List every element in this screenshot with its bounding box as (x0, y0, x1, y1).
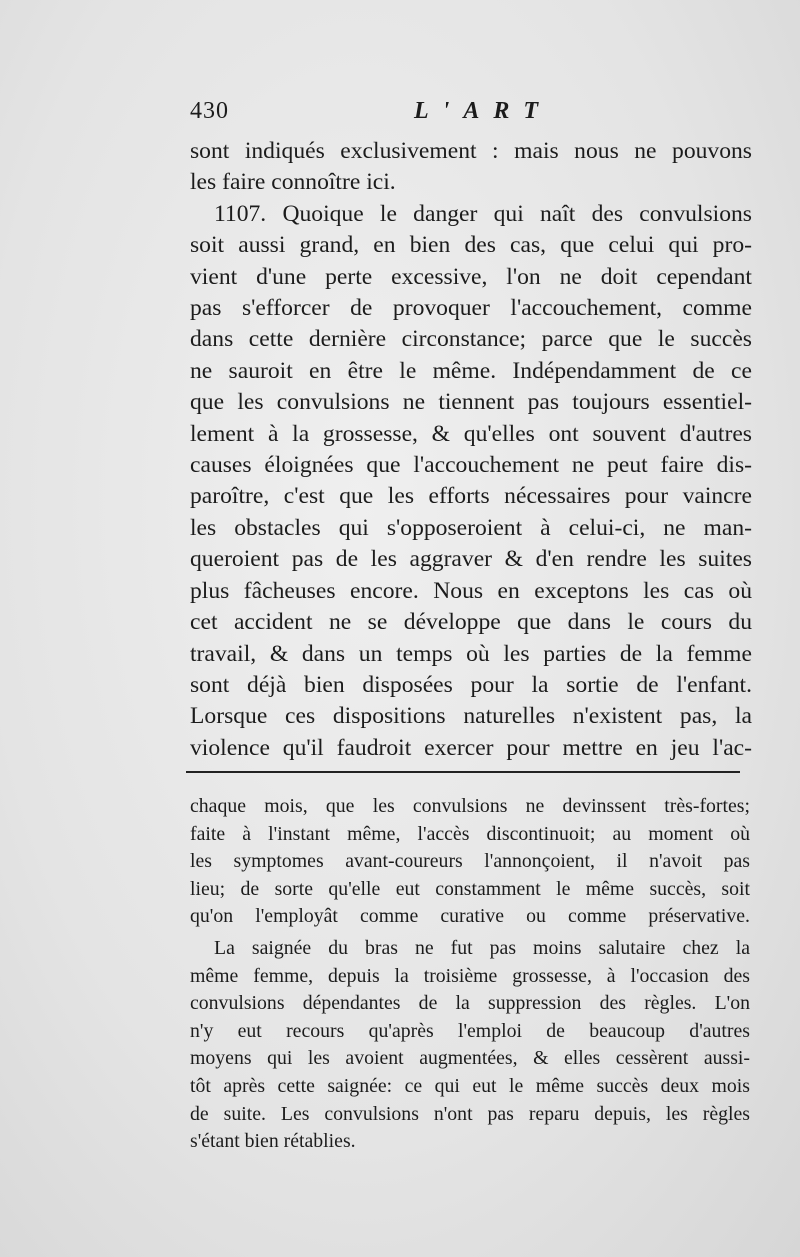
text-line: causes éloignées que l'accouchement ne peut faire dis- (190, 452, 752, 479)
text-line: sont déjà bien disposées pour la sortie de l'enfant. (190, 671, 752, 698)
footnote-line: moyens qui les avoient augmentées, & elles cessèrent aussi- (190, 1047, 750, 1070)
footnote-line: les symptomes avant-coureurs l'annonçoient, il n'avoit pas (190, 850, 750, 873)
text-line: dans cette dernière circonstance; parce que le succès (190, 326, 752, 353)
text-line: cet accident ne se développe que dans le cours du (190, 609, 752, 636)
footnote-line: faite à l'instant même, l'accès discontinuoit; au moment où (190, 822, 750, 845)
text-line: ne sauroit en être le même. Indépendamment de ce (190, 357, 752, 384)
running-head: L'ART (414, 98, 553, 124)
text-line: que les convulsions ne tiennent pas toujours essentiel- (190, 389, 752, 416)
text-line: sont indiqués exclusivement : mais nous ne pouvons (190, 138, 752, 164)
footnote-line: lieu; de sorte qu'elle eut constamment le même succès, soit (190, 877, 750, 900)
footnote-line: tôt après cette saignée: ce qui eut le même succès deux mois (190, 1074, 750, 1097)
paragraph-1107-start: 1107. Quoique le danger qui naît des convulsions (214, 200, 752, 227)
text-line: plus fâcheuses encore. Nous en exceptons les cas où (190, 577, 752, 604)
footnote-line: de suite. Les convulsions n'ont pas reparu depuis, les règles (190, 1102, 750, 1125)
text-line: travail, & dans un temps où les parties de la femme (190, 640, 752, 667)
text-line: violence qu'il faudroit exercer pour mettre en jeu l'ac- (190, 734, 752, 761)
page-header (190, 98, 750, 134)
footnote-line: n'y eut recours qu'après l'emploi de beaucoup d'autres (190, 1019, 750, 1042)
main-text-block (190, 136, 752, 764)
footnote-rule (186, 771, 740, 773)
text-line: soit aussi grand, en bien des cas, que celui qui pro- (190, 232, 752, 259)
footnote-block (190, 793, 750, 1156)
footnote-line: chaque mois, que les convulsions ne devinssent très-fortes; (190, 795, 750, 817)
text-line: lement à la grossesse, & qu'elles ont souvent d'autres (190, 420, 752, 447)
text-line: les obstacles qui s'opposeroient à celui-ci, ne man- (190, 514, 752, 541)
text-line: les faire connoître ici. (190, 169, 396, 196)
footnote-line: même femme, depuis la troisième grossesse, à l'occasion des (190, 964, 750, 987)
text-line: queroient pas de les aggraver & d'en rendre les suites (190, 546, 752, 573)
text-line: Lorsque ces dispositions naturelles n'existent pas, la (190, 703, 752, 730)
footnote-line: convulsions dépendantes de la suppression des règles. L'on (190, 992, 750, 1015)
text-line: paroître, c'est que les efforts nécessaires pour vaincre (190, 483, 752, 510)
footnote-line: s'étant bien rétablies. (190, 1130, 356, 1153)
text-line: pas s'efforcer de provoquer l'accouchement, comme (190, 295, 752, 322)
footnote-paragraph-start: La saignée du bras ne fut pas moins salutaire chez la (214, 936, 750, 959)
text-line: vient d'une perte excessive, l'on ne doit cependant (190, 263, 752, 290)
footnote-line: qu'on l'employât comme curative ou comme préservative. (190, 905, 750, 928)
page-number: 430 (190, 98, 229, 124)
